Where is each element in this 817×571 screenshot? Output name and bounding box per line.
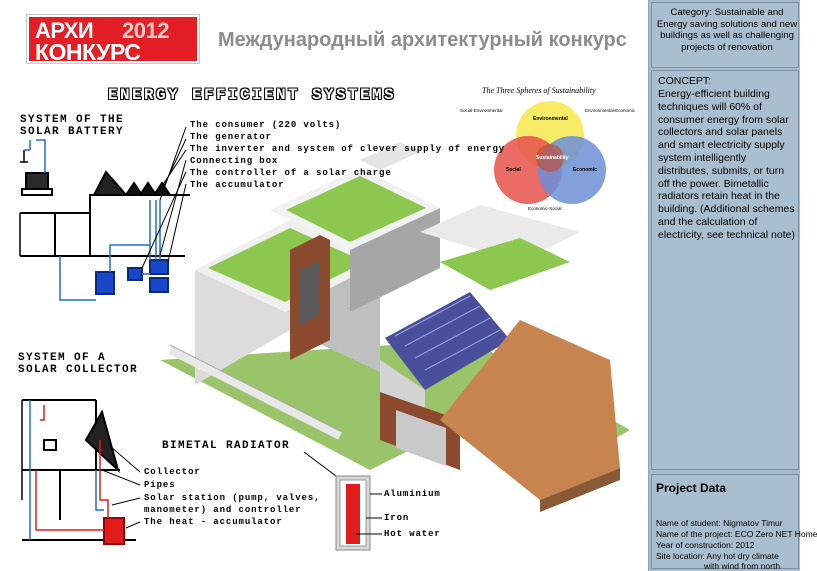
label-manometer-controller: manometer) and controller [144,505,302,515]
right-sidebar [648,0,817,571]
logo-year: 2012 [122,18,169,43]
category-text: Category: Sustainable and Energy saving solutions and new buildings as well as challenging projects of renovation [656,7,798,53]
sphere-environmental: Environmental [533,116,568,122]
bimetal-radiator-heading: BIMETAL RADIATOR [162,440,291,452]
site-location: Site location: Any hot dry climate [656,551,779,561]
label-iron: Iron [384,513,410,523]
label-hot-water: Hot water [384,529,441,539]
sphere-economic: Economic [573,167,597,173]
solar-collector-heading-line2: SOLAR COLLECTOR [18,364,139,376]
label-heat-accumulator: The heat - accumulator [144,517,283,527]
label-charge-controller: The controller of a solar charge [190,168,392,178]
sphere-social: Social [506,167,521,173]
contest-title: Международный архитектурный конкурс [218,29,627,51]
label-collector: Collector [144,467,201,477]
solar-battery-leaders [142,127,186,268]
spheres-title: The Three Spheres of Sustainability [482,86,596,95]
site-location-wind: with wind from north [704,561,781,571]
label-inverter: The inverter and system of clever supply of energy [190,144,506,154]
concept-text: Energy-efficient building techniques will 60% of consumer energy from solar collectors and solar panels and smart electricity supply system intelligently distributes, submits, or turn off the power. Bimetallic radiators retain heat in the building. (Additional schemes and the calculation of electricity, see technical note) [658,88,795,241]
label-aluminium: Aluminium [384,489,441,499]
solar-collector-heading-line1: SYSTEM OF A [18,352,107,364]
sphere-economic-social: Economic-Social [528,206,562,211]
project-name: Name of the project: ECO Zero NET Home [656,529,817,539]
logo-text-arhi: АРХИ [35,18,94,43]
label-consumer: The consumer (220 volts) [190,120,342,130]
label-generator: The generator [190,132,272,142]
project-data-box [651,474,817,571]
sphere-social-environmental: Social-Environmental [460,108,503,113]
label-solar-station: Solar station (pump, valves, [144,493,321,503]
concept-heading: CONCEPT: [658,75,712,87]
project-data-heading: Project Data [656,481,727,495]
main-title: ENERGY EFFICIENT SYSTEMS [108,86,397,104]
logo-text-konkurs: КОНКУРС [35,39,141,65]
concept-box [651,70,799,470]
sphere-center: Sustainability [536,155,569,161]
solar-battery-heading-line2: SOLAR BATTERY [20,126,125,138]
construction-year: Year of construction: 2012 [656,540,755,550]
label-connecting-box: Connecting box [190,156,279,166]
solar-collector-diagram [22,400,136,544]
solar-battery-heading-line1: SYSTEM OF THE [20,114,125,126]
category-box [651,2,799,68]
label-accumulator: The accumulator [190,180,285,190]
label-pipes: Pipes [144,480,176,490]
sphere-economic-environmental: Environmental-Economic [585,108,636,113]
student-name: Name of student: Nigmatov Timur [656,518,783,528]
